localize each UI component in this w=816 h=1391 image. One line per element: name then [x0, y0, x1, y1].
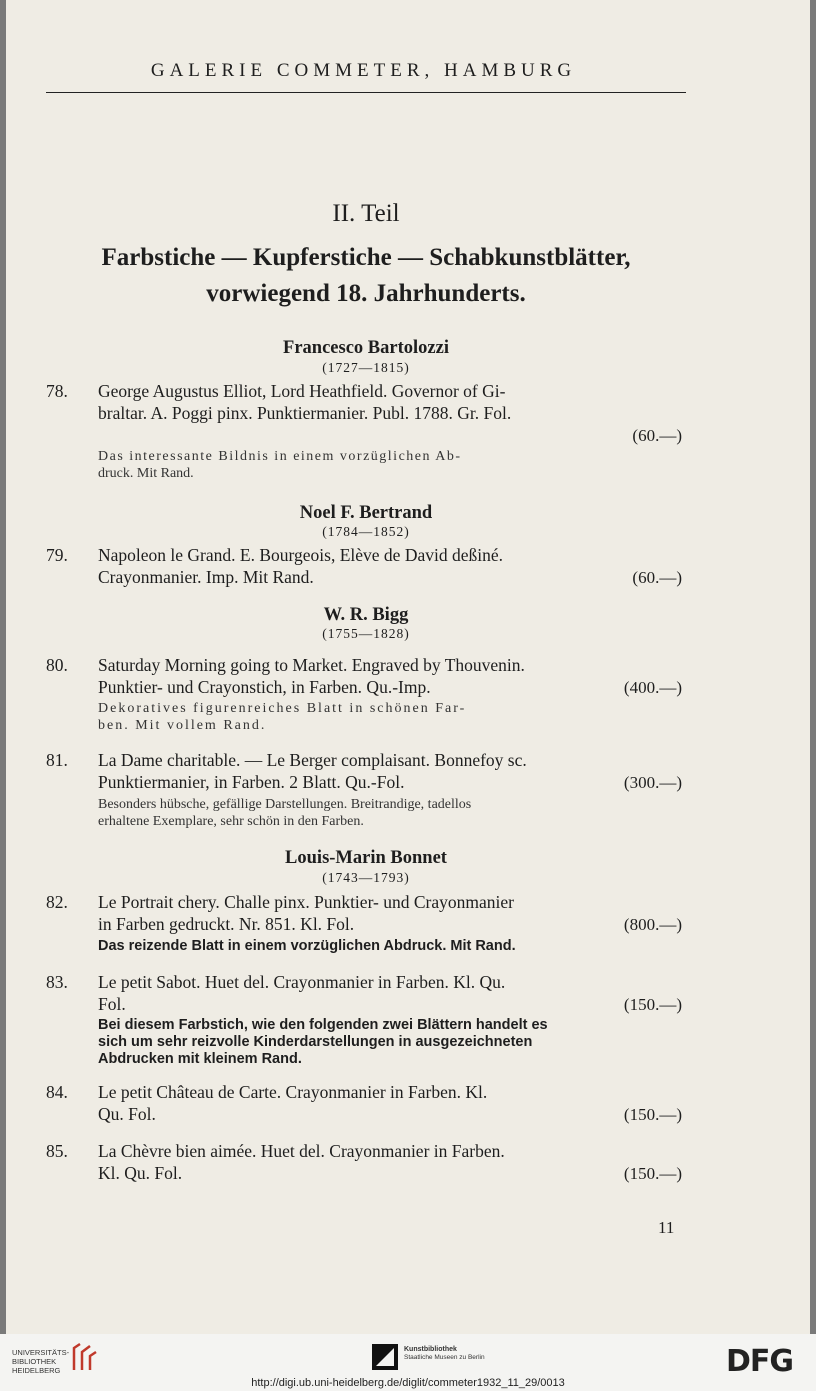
library-logo-text: [12, 1348, 69, 1375]
entry-number: 78.: [46, 381, 68, 401]
entry-number: 82.: [46, 892, 68, 912]
entry-line: Crayonmanier. Imp. Mit Rand.: [98, 567, 314, 587]
entry-note: ben. Mit vollem Rand.: [98, 718, 267, 733]
artist-name: W. R. Bigg: [323, 605, 409, 625]
artist-dates: (1743—1793): [322, 870, 410, 885]
entry-line: Le petit Château de Carte. Crayonmanier in Farben. Kl.: [98, 1082, 488, 1102]
headline-line-2: vorwiegend 18. Jahrhunderts.: [206, 280, 526, 307]
entry-number: 81.: [46, 750, 68, 770]
catalog-page: [6, 0, 810, 1334]
permalink-url[interactable]: http://digi.ub.uni-heidelberg.de/diglit/commeter1932_11_29/0013: [251, 1377, 565, 1389]
entry-number: 83.: [46, 972, 68, 992]
headline-line-1: Farbstiche — Kupferstiche — Schabkunstblätter,: [101, 244, 631, 271]
entry-line: George Augustus Elliot, Lord Heathfield. Governor of Gi-: [98, 381, 506, 401]
entry-price: (300.—): [623, 773, 682, 792]
entry-note: Bei diesem Farbstich, wie den folgenden zwei Blättern handelt es: [98, 1017, 548, 1033]
entry-price: (150.—): [623, 1105, 682, 1124]
heidelberg-logo-icon: [70, 1342, 98, 1372]
artist-name: Francesco Bartolozzi: [283, 338, 449, 358]
entry-line: La Chèvre bien aimée. Huet del. Crayonmanier in Farben.: [98, 1141, 505, 1161]
dfg-logo: DFG: [726, 1344, 794, 1379]
artist-name: Louis-Marin Bonnet: [285, 848, 447, 868]
entry-line: Fol.: [98, 994, 126, 1014]
entry-line: Saturday Morning going to Market. Engraved by Thouvenin.: [98, 655, 525, 675]
entry-line: Punktier- und Crayonstich, in Farben. Qu.-Imp.: [98, 677, 431, 697]
entry-line: in Farben gedruckt. Nr. 851. Kl. Fol.: [98, 914, 355, 934]
artist-dates: (1784—1852): [322, 524, 410, 539]
entry-price: (60.—): [632, 426, 682, 445]
entry-note: Dekoratives figurenreiches Blatt in schönen Far-: [98, 701, 467, 716]
kunstbibliothek-title: Kunstbibliothek: [404, 1346, 457, 1353]
entry-line: Qu. Fol.: [98, 1104, 156, 1124]
entry-price: (400.—): [623, 678, 682, 697]
entry-line: Kl. Qu. Fol.: [98, 1163, 183, 1183]
header-rule: [46, 92, 686, 93]
entry-number: 85.: [46, 1141, 68, 1161]
page-number: 11: [658, 1218, 675, 1237]
part-title: II. Teil: [332, 200, 400, 227]
kunstbibliothek-logo-icon: [372, 1344, 398, 1370]
library-line: UNIVERSITÄTS-: [12, 1348, 70, 1357]
entry-line: Le Portrait chery. Challe pinx. Punktier- und Crayonmanier: [98, 892, 514, 912]
entry-note: Besonders hübsche, gefällige Darstellungen. Breitrandige, tadellos: [98, 797, 472, 812]
artist-name: Noel F. Bertrand: [299, 503, 433, 523]
entry-number: 80.: [46, 655, 68, 675]
entry-note: Abdrucken mit kleinem Rand.: [98, 1051, 302, 1067]
entry-line: La Dame charitable. — Le Berger complaisant. Bonnefoy sc.: [98, 750, 527, 770]
kunstbibliothek-text: [404, 1346, 485, 1362]
library-line: BIBLIOTHEK: [12, 1357, 57, 1366]
artist-dates: (1727—1815): [322, 360, 410, 375]
entry-price: (150.—): [623, 995, 682, 1014]
entry-line: Napoleon le Grand. E. Bourgeois, Elève de David deßiné.: [98, 545, 503, 565]
entry-number: 79.: [46, 545, 68, 565]
entry-note: Das reizende Blatt in einem vorzüglichen Abdruck. Mit Rand.: [98, 938, 516, 954]
entry-line: Punktiermanier, in Farben. 2 Blatt. Qu.-Fol.: [98, 772, 405, 792]
entry-price: (60.—): [632, 568, 682, 587]
artist-dates: (1755—1828): [322, 626, 410, 641]
entry-price: (800.—): [623, 915, 682, 934]
entry-note: erhaltene Exemplare, sehr schön in den Farben.: [98, 814, 364, 829]
kunstbibliothek-subtitle: Staatliche Museen zu Berlin: [404, 1354, 485, 1361]
viewer-footer: [0, 1334, 816, 1391]
entry-line: braltar. A. Poggi pinx. Punktiermanier. Publ. 1788. Gr. Fol.: [98, 403, 512, 423]
entry-line: Le petit Sabot. Huet del. Crayonmanier in Farben. Kl. Qu.: [98, 972, 506, 992]
entry-price: (150.—): [623, 1164, 682, 1183]
entry-number: 84.: [46, 1082, 68, 1102]
running-header: GALERIE COMMETER, HAMBURG: [150, 60, 577, 81]
entry-note: Das interessante Bildnis in einem vorzüglichen Ab-: [98, 449, 462, 464]
entry-note: druck. Mit Rand.: [98, 466, 194, 481]
entry-note: sich um sehr reizvolle Kinderdarstellungen in ausgezeichneten: [98, 1034, 533, 1050]
library-line: HEIDELBERG: [12, 1366, 61, 1375]
